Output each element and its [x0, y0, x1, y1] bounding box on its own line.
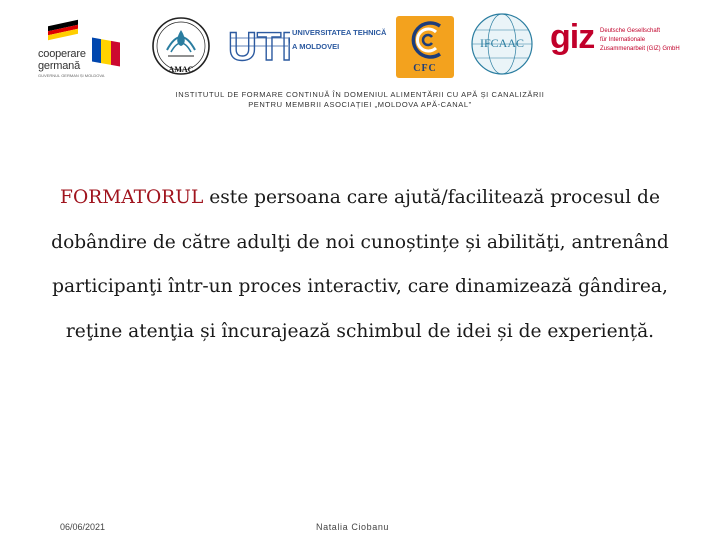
definition-paragraph [22, 176, 698, 354]
cfc-logo [396, 16, 454, 78]
ifcaac-label: IFCAAC [479, 36, 524, 50]
institute-header-line1: INSTITUTUL DE FORMARE CONTINUĂ ÎN DOMENIUL ALIMENTĂRII CU APĂ ȘI CANALIZĂRII [175, 90, 545, 99]
definition-text: este persoana care ajută/facilitează procesul de dobândire de către adulţi de noi cunoștințe și abilităţi, antrenând participanţi într-un proces interactiv, care dinamizează gândirea, reţine atenţia și încurajează schimbul de idei și de experiență. [51, 187, 669, 342]
giz-line2: für Internationale [600, 37, 646, 43]
utm-name-line1: UNIVERSITATEA TEHNICĂ [292, 28, 387, 37]
cooperare-tagline: GUVERNUL GERMAN ȘI MOLDOVA [38, 73, 105, 78]
cfc-label: CFC [413, 63, 437, 74]
institute-header-line2: PENTRU MEMBRII ASOCIAȚIEI „MOLDOVA APĂ-CANAL” [248, 100, 472, 109]
utm-mark: UT [228, 25, 282, 66]
giz-logo [550, 18, 710, 64]
logo-strip [0, 0, 720, 85]
utm-logo [228, 22, 388, 66]
german-flag-icon [48, 20, 78, 40]
ifcaac-logo [470, 12, 534, 76]
germana-label: germană [38, 60, 81, 72]
cooperare-germana-logo [22, 16, 126, 78]
institute-header [0, 90, 720, 110]
formatorul-highlight: FORMATORUL [60, 187, 204, 208]
cfc-logo-icon [396, 16, 454, 62]
giz-line3: Zusammenarbeit (GIZ) GmbH [600, 46, 680, 52]
cooperare-label: cooperare [38, 48, 86, 60]
amac-logo [148, 16, 216, 78]
amac-label: AMAC [168, 65, 194, 74]
utm-mark-icon [228, 22, 290, 66]
giz-line1: Deutsche Gesellschaft [600, 28, 661, 34]
footer-author: Natalia Ciobanu [316, 522, 390, 532]
footer-date: 06/06/2021 [60, 522, 106, 532]
giz-mark: giz [550, 18, 595, 56]
moldova-flag-icon [92, 38, 120, 67]
utm-name-line2: A MOLDOVEI [292, 42, 340, 51]
